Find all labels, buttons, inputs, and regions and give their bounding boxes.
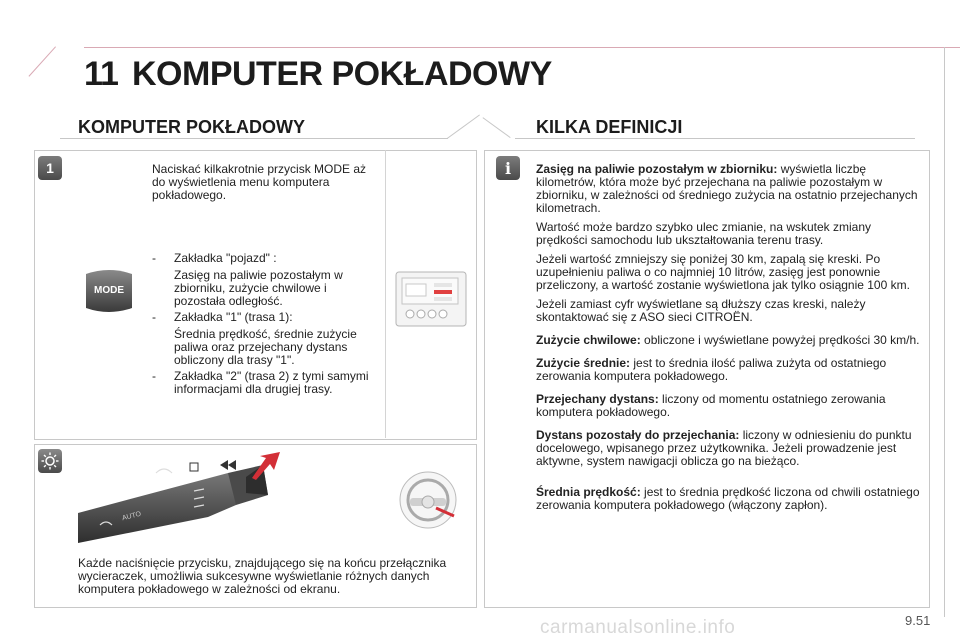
- step-badge: 1: [38, 156, 62, 180]
- list-item: - Zakładka "2" (trasa 2) z tymi samymi informacjami dla drugiej trasy.: [152, 370, 377, 396]
- steering-wheel-illustration: [396, 468, 460, 532]
- stalk-instructions-text: Każde naciśnięcie przycisku, znajdującego się na końcu przełącznika wycieraczek, umożliwia sukcesywne wyświetlanie różnych danych komputera pokładowego w zależności od ekranu.: [78, 556, 447, 596]
- definition-item: Wartość może bardzo szybko ulec zmianie, na wskutek zmiany prędkości samochodu lub ukształtowania terenu trasy.: [536, 220, 872, 247]
- info-icon: i: [496, 156, 520, 180]
- definition-item: Dystans pozostały do przejechania: liczony w odniesieniu do punktu docelowego, wpisanego przez użytkownika. Jeżeli prowadzenie jest aktywne, system nawigacji oblicza go na bieżąco.: [536, 428, 912, 468]
- left-section-title: KOMPUTER POKŁADOWY: [78, 117, 305, 137]
- dashboard-illustration: [392, 268, 470, 330]
- list-item: - Zakładka "pojazd" : Zasięg na paliwie pozostałym w zbiorniku, zużycie chwilowe i pozostała odległość.: [152, 252, 377, 308]
- sun-icon: [41, 452, 59, 470]
- pointer-arrow-icon: [250, 450, 284, 480]
- mode-button-illustration: [82, 268, 136, 316]
- definition-item: Zużycie chwilowe: obliczone i wyświetlane powyżej prędkości 30 km/h.: [536, 333, 920, 347]
- page-title: KOMPUTER POKŁADOWY: [132, 55, 552, 93]
- watermark: carmanualsonline.info: [540, 617, 736, 638]
- definition-item: Średnia prędkość: jest to średnia prędkość liczona od chwili ostatniego zerowania komputera pokładowego (włączony zapłon).: [536, 485, 920, 512]
- right-section-corner: [482, 117, 510, 138]
- radio-panel-icon: [392, 268, 470, 330]
- tab-title: Zakładka "1" (trasa 1):: [174, 310, 293, 324]
- definition-item: Zużycie średnie: jest to średnia ilość paliwa zużyta od ostatniego zerowania komputera pokładowego.: [536, 356, 887, 383]
- tab-list: [152, 252, 377, 396]
- panel-divider: [385, 150, 386, 438]
- tab-title: Zakładka "2" (trasa 2) z tymi samymi informacjami dla drugiej trasy.: [174, 369, 369, 396]
- stalk-auto-label: AUTO: [121, 510, 142, 523]
- red-arrow-icon: [250, 450, 284, 480]
- page-number: 9.51: [905, 613, 931, 628]
- mode-intro-text: Naciskać kilkakrotnie przycisk MODE aż do wyświetlenia menu komputera pokładowego.: [152, 162, 367, 202]
- right-section-underline: [515, 138, 915, 139]
- left-section-underline: [60, 138, 448, 139]
- steering-wheel-icon: [396, 468, 460, 532]
- tab-detail: Średnia prędkość, średnie zużycie paliwa oraz przejechany dystans obliczony dla trasy "1".: [174, 327, 357, 367]
- header-rule: [84, 47, 960, 48]
- chapter-number: 11: [84, 55, 118, 93]
- definition-item: Przejechany dystans: liczony od momentu ostatniego zerowania komputera pokładowego.: [536, 392, 886, 419]
- right-margin-rule: [944, 47, 945, 617]
- tab-detail: Zasięg na paliwie pozostałym w zbiorniku, zużycie chwilowe i pozostała odległość.: [174, 268, 343, 308]
- definition-item: Zasięg na paliwie pozostałym w zbiorniku: wyświetla liczbę kilometrów, która może być przejechana na paliwie pozostałym w zbiorniku, w zależności od średniego zużycia na ostatnio przejechanych kilometrach.: [536, 162, 918, 215]
- mode-button-label: MODE: [94, 285, 124, 296]
- light-icon: [38, 449, 62, 473]
- definitions-list: [536, 163, 921, 518]
- definition-item: Jeżeli wartość zmniejszy się poniżej 30 km, zapalą się kreski. Po uzupełnieniu paliwa o co najmniej 10 litrów, zasięg jest ponownie przeliczony, a wartość zostanie wyświetlona jak tylko osiągnie 100 km.: [536, 252, 910, 292]
- definition-item: Jeżeli zamiast cyfr wyświetlane są dłuższy czas kreski, należy skontaktować się z ASO sieci CITROËN.: [536, 297, 866, 324]
- list-item: - Zakładka "1" (trasa 1): Średnia prędkość, średnie zużycie paliwa oraz przejechany dystans obliczony dla trasy "1".: [152, 311, 377, 367]
- tab-title: Zakładka "pojazd" :: [174, 251, 277, 265]
- right-section-title: KILKA DEFINICJI: [536, 117, 683, 137]
- header-corner-rule: [28, 46, 56, 76]
- left-section-corner: [447, 114, 480, 138]
